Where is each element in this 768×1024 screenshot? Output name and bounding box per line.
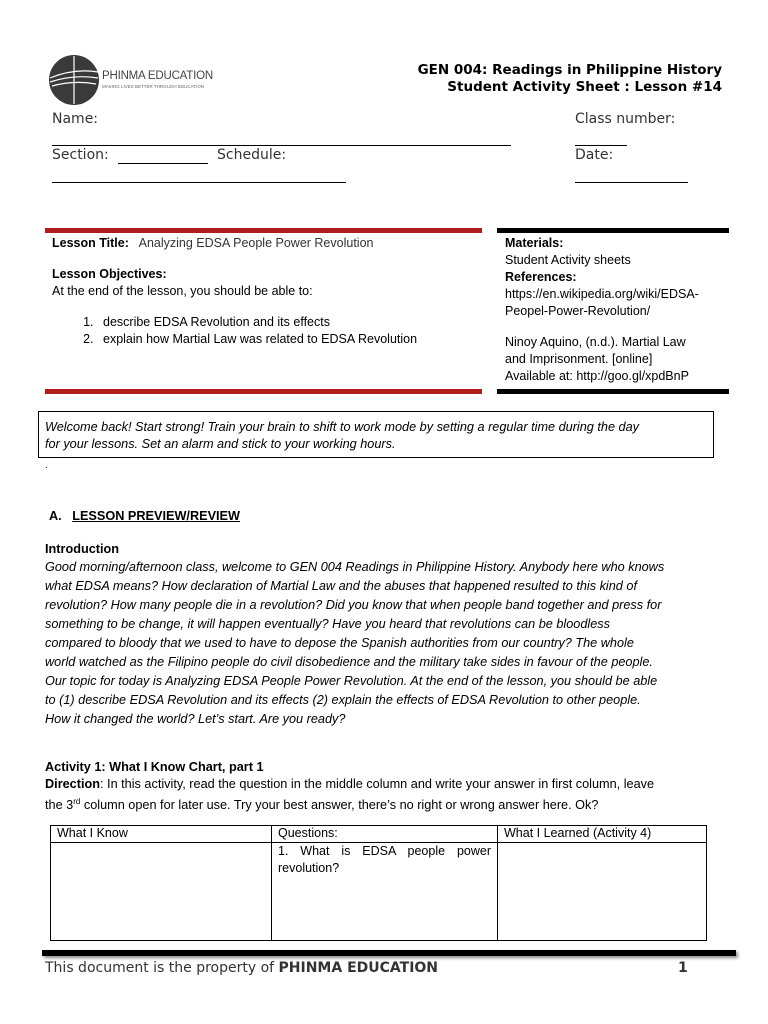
- objectives-intro: At the end of the lesson, you should be able to:: [52, 284, 313, 298]
- reference-link[interactable]: Peopel-Power-Revolution/: [505, 304, 651, 318]
- footer-text: [45, 960, 438, 976]
- what-i-know-answer-cell[interactable]: [51, 843, 272, 941]
- lesson-bottom-rule: [45, 389, 482, 394]
- direction-text: the 3: [45, 798, 74, 813]
- intro-line: Good morning/afternoon class, welcome to GEN 004 Readings in Philippine History. Anybody here who knows: [45, 560, 665, 574]
- section-letter: A.: [49, 509, 62, 523]
- question-cell: 1. What is EDSA people power revolution?: [272, 843, 498, 941]
- activity-direction: [45, 776, 725, 793]
- class-number-field[interactable]: [575, 145, 627, 146]
- materials-bottom-rule: [497, 389, 729, 394]
- date-field[interactable]: [575, 182, 688, 183]
- materials-label: Materials:: [505, 236, 564, 250]
- schedule-label: Schedule:: [217, 147, 287, 163]
- schedule-field[interactable]: [52, 182, 346, 183]
- references-label: References:: [505, 270, 577, 284]
- table-row: [51, 843, 707, 941]
- intro-line: Our topic for today is Analyzing EDSA People Power Revolution. At the end of the lesson, you should be able: [45, 674, 658, 688]
- materials-top-rule: [497, 228, 729, 233]
- what-i-know-chart: [50, 825, 707, 941]
- objective-item: 1. describe EDSA Revolution and its effects: [97, 314, 482, 331]
- lesson-info: [52, 235, 482, 348]
- lesson-title-label: Lesson Title:: [52, 236, 129, 250]
- footer-owner: PHINMA EDUCATION: [278, 960, 439, 976]
- intro-body: [45, 558, 721, 729]
- section-title: LESSON PREVIEW/REVIEW: [72, 509, 240, 523]
- reference-link[interactable]: https://en.wikipedia.org/wiki/EDSA-: [505, 287, 699, 301]
- footer-rule: [42, 950, 736, 956]
- footer-statement: This document is the property of: [45, 960, 279, 976]
- introduction: [45, 541, 721, 729]
- section-a-heading: [49, 509, 240, 523]
- intro-line: what EDSA means? How declaration of Martial Law and the abuses that happened resulted to this kind of: [45, 579, 637, 593]
- logo-tagline: MAKING LIVES BETTER THROUGH EDUCATION: [102, 84, 205, 89]
- objective-item: 2. explain how Martial Law was related to EDSA Revolution: [97, 331, 482, 348]
- name-label: Name:: [52, 111, 99, 127]
- lesson-top-rule: [45, 228, 482, 233]
- column-header: What I Learned (Activity 4): [498, 826, 707, 843]
- name-field[interactable]: [52, 145, 511, 146]
- intro-heading: Introduction: [45, 542, 119, 556]
- section-label: Section:: [52, 147, 109, 163]
- lesson-title: Analyzing EDSA People Power Revolution: [138, 236, 374, 250]
- intro-line: compared to bloody that we used to have to depose the Spanish authorities from our country? The whole: [45, 636, 634, 650]
- activity-1: [45, 759, 725, 814]
- direction-text: : In this activity, read the question in the middle column and write your answer in first column, leave: [100, 777, 655, 791]
- what-i-learned-cell[interactable]: [498, 843, 707, 941]
- welcome-line: for your lessons. Set an alarm and stick to your working hours.: [45, 437, 396, 451]
- objectives-label: Lesson Objectives:: [52, 267, 167, 281]
- intro-line: to (1) describe EDSA Revolution and its effects (2) explain the effects of EDSA Revolution to other people.: [45, 693, 641, 707]
- intro-line: something to be change, it will happen eventually? Have you heard that revolutions can be bloodless: [45, 617, 610, 631]
- table-header-row: [51, 826, 707, 843]
- activity-heading: Activity 1: What I Know Chart, part 1: [45, 760, 264, 774]
- reference-text: Ninoy Aquino, (n.d.). Martial Law: [505, 335, 686, 349]
- activity-direction-cont: [45, 793, 725, 814]
- direction-label: Direction: [45, 777, 100, 791]
- phinma-logo: [48, 54, 218, 106]
- welcome-box: [38, 411, 714, 458]
- class-number-label: Class number:: [575, 111, 676, 127]
- reference-text: Available at: http://goo.gl/xpdBnP: [505, 369, 689, 383]
- intro-line: How it changed the world? Let’s start. Are you ready?: [45, 712, 346, 726]
- page-number: 1: [678, 960, 688, 976]
- course-title: GEN 004: Readings in Philippine History: [417, 62, 722, 78]
- date-label: Date:: [575, 147, 614, 163]
- welcome-line: Welcome back! Start strong! Train your brain to shift to work mode by setting a regular time during the day: [45, 420, 640, 434]
- column-header: Questions:: [272, 826, 498, 843]
- stray-dot: .: [45, 460, 48, 471]
- intro-line: world watched as the Filipino people do civil disobedience and the military take sides in favour of the people.: [45, 655, 653, 669]
- intro-line: revolution? How many people die in a revolution? Did you know that when people band together and press for: [45, 598, 662, 612]
- direction-text: column open for later use. Try your best answer, there’s no right or wrong answer here. Ok?: [80, 798, 599, 813]
- materials-info: [505, 235, 730, 385]
- sheet-title: Student Activity Sheet : Lesson #14: [447, 79, 722, 95]
- materials-text: Student Activity sheets: [505, 253, 631, 267]
- column-header: What I Know: [51, 826, 272, 843]
- document-header: [418, 62, 722, 96]
- logo-name: PHINMA EDUCATION: [102, 70, 213, 82]
- section-field[interactable]: [118, 163, 208, 164]
- ordinal-suffix: rd: [73, 797, 81, 806]
- reference-text: and Imprisonment. [online]: [505, 352, 653, 366]
